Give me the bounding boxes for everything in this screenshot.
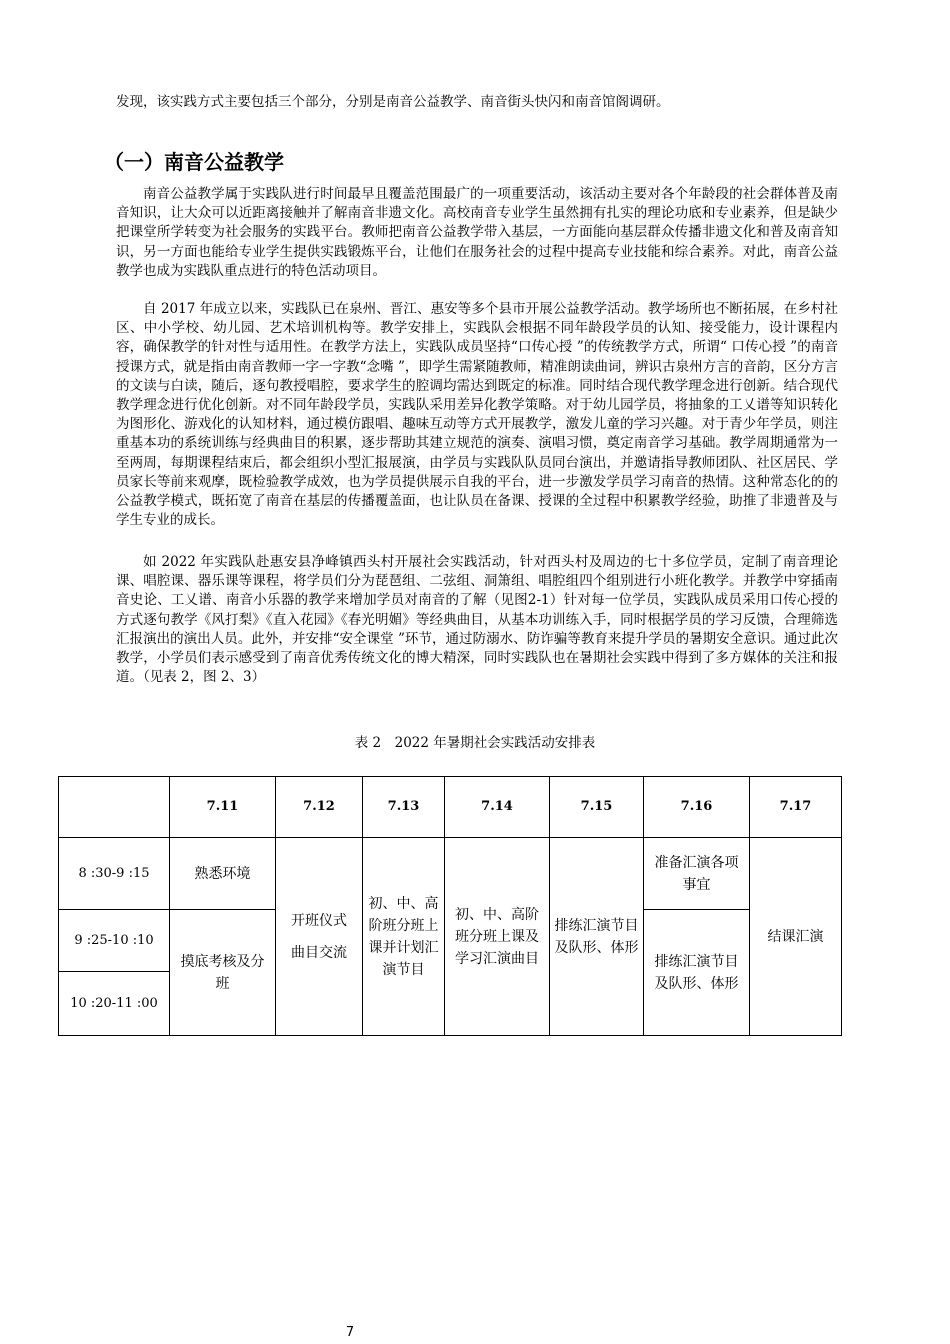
- time-slot-cell: 9 :25-10 :10: [59, 910, 170, 972]
- intro-paragraph: 发现，该实践方式主要包括三个部分，分别是南音公益教学、南音街头快闪和南音馆阁调研。: [116, 94, 670, 110]
- schedule-cell: 熟悉环境: [170, 838, 276, 910]
- table-caption: 表 2 2022 年暑期社会实践活动安排表: [354, 735, 596, 751]
- schedule-cell: 摸底考核及分班: [170, 910, 276, 1036]
- date-header-cell: 7.13: [363, 777, 445, 838]
- body-paragraph-3: 如 2022 年实践队赴惠安县净峰镇西头村开展社会实践活动，针对西头村及周边的七十多位学员，定制了南音理论课、唱腔课、器乐课等课程，将学员们分为琵琶组、二弦组、洞箫组、唱腔组四个组别进行小班化教学。并教学中穿插南音史论、工乂谱、南音小乐器的教学来增加学员对南音的了解（见图2-1）针对每一位学员，实践队成员采用口传心授的方式逐句教学《风打梨》《直入花园》《春光明媚》等经典曲目，从基本功训练入手，同时根据学员的学习反馈，合理筛选汇报演出的演出人员。此外，并安排“安全课堂 ”环节，通过防溺水、防诈骗等教育来提升学员的暑期安全意识。通过此次教学，小学员们表示感受到了南音优秀传统文化的博大精深，同时实践队也在暑期社会实践中得到了多方媒体的关注和报道。（见表 2，图 2、3）: [116, 554, 839, 686]
- date-header-cell: 7.17: [750, 777, 842, 838]
- time-slot-cell: 8 :30-9 :15: [59, 838, 170, 910]
- schedule-cell: [276, 838, 363, 1036]
- schedule-cell: 结课汇演: [750, 838, 842, 1036]
- schedule-cell: 排练汇演节目及队形、体形: [550, 838, 644, 1036]
- body-paragraph-2: 自 2017 年成立以来，实践队已在泉州、晋江、惠安等多个县市开展公益教学活动。教学场所也不断拓展，在乡村社区、中小学校、幼儿园、艺术培训机构等。教学安排上，实践队会根据不同年龄段学员的认知、接受能力，设计课程内容，确保教学的针对性与适用性。在教学方法上，实践队成员坚持“口传心授 ”的传统教学方式，所谓“ 口传心授 ”的南音授课方式，就是指由南音教师一字一字教“念嘴 ”，即学生需紧随教师，精准朗读曲词，辨识古泉州方言的音韵，区分方言的文读与白读，随后，逐句教授唱腔，要求学生的腔调均需达到既定的标准。同时结合现代教学理念进行创新。结合现代教学理念进行优化创新。对不同年龄段学员，实践队采用差异化教学策略。对于幼儿园学员，将抽象的工乂谱等知识转化为图形化、游戏化的认知材料，通过模仿跟唱、趣味互动等方式开展教学，激发儿童的学习兴趣。对于青少年学员，则注重基本功的系统训练与经典曲目的积累，逐步帮助其建立规范的演奏、演唱习惯，奠定南音学习基础。教学周期通常为一至两周，每期课程结束后，都会组织小型汇报展演，由学员与实践队队员同台演出，并邀请指导教师团队、社区居民、学员家长等前来观摩，既检验教学成效，也为学员提供展示自我的平台，进一步激发学员学习南音的热情。这种常态化的的公益教学模式，既拓宽了南音在基层的传播覆盖面，也让队员在备课、授课的全过程中积累教学经验，助推了非遗普及与学生专业的成长。: [116, 301, 838, 529]
- schedule-cell: 准备汇演各项事宜: [644, 838, 750, 910]
- table-header-row: [59, 777, 842, 838]
- schedule-cell: 排练汇演节目及队形、体形: [644, 910, 750, 1036]
- body-paragraph-1: 南音公益教学属于实践队进行时间最早且覆盖范围最广的一项重要活动，该活动主要对各个年龄段的社会群体普及南音知识，让大众可以近距离接触并了解南音非遗文化。高校南音专业学生虽然拥有扎实的理论功底和专业素养，但是缺少把课堂所学转变为社会服务的实践平台。教师把南音公益教学带入基层，一方面能向基层群众传播非遗文化和普及南音知识，另一方面也能给专业学生提供实践锻炼平台，让他们在服务社会的过程中提高专业技能和综合素养。对此，南音公益教学也成为实践队重点进行的特色活动项目。: [116, 186, 838, 279]
- page-number: 7: [345, 1325, 355, 1340]
- date-header-cell: 7.16: [644, 777, 750, 838]
- time-slot-cell: 10 :20-11 :00: [59, 972, 170, 1036]
- date-header-cell: 7.14: [445, 777, 550, 838]
- schedule-table: [58, 776, 842, 1036]
- table-row: [59, 838, 842, 910]
- table-corner-cell: [59, 777, 170, 838]
- schedule-cell: 初、中、高阶班分班上课及学习汇演曲目: [445, 838, 550, 1036]
- date-header-cell: 7.11: [170, 777, 276, 838]
- schedule-cell: 初、中、高阶班分班上课并计划汇演节目: [363, 838, 445, 1036]
- schedule-cell-line: 开班仪式: [291, 912, 347, 929]
- date-header-cell: 7.12: [276, 777, 363, 838]
- schedule-cell-line: 曲目交流: [291, 944, 347, 961]
- date-header-cell: 7.15: [550, 777, 644, 838]
- section-heading: （一）南音公益教学: [104, 150, 284, 174]
